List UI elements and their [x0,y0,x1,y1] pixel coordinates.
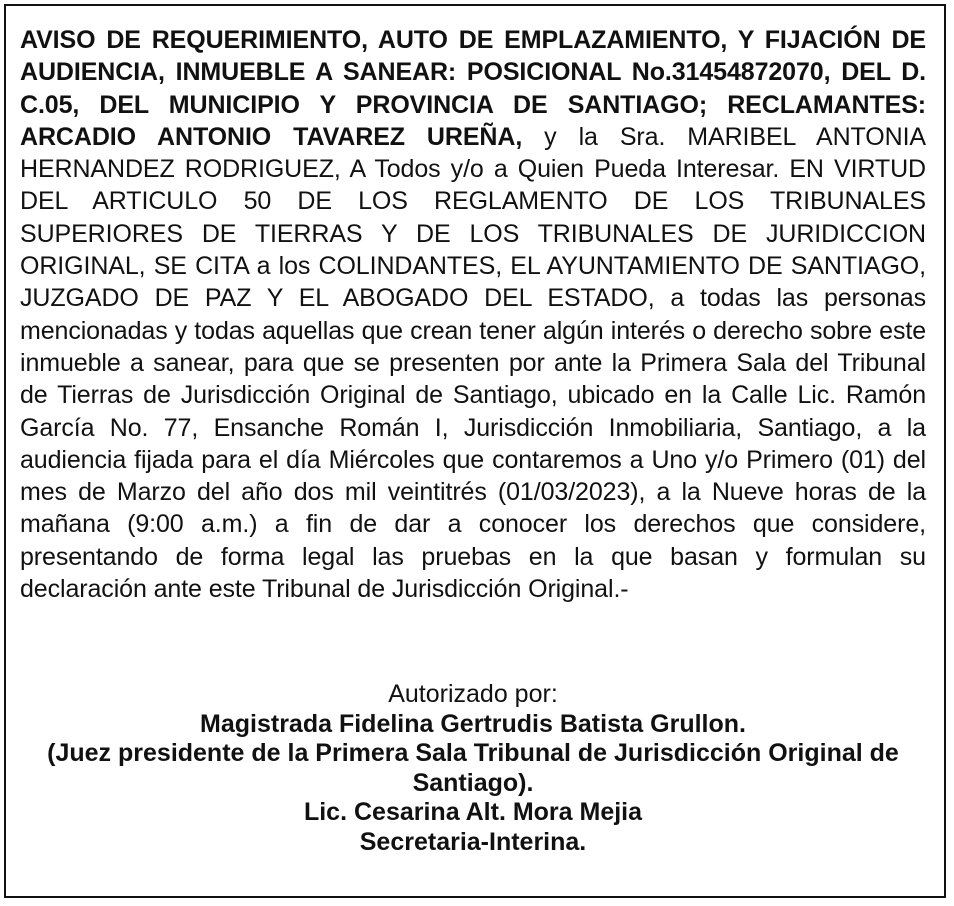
notice-body: y la Sra. MARIBEL ANTONIA HERNANDEZ RODRIGUEZ, A Todos y/o a Quien Pueda Interesar. EN VIRTUD DEL ARTICULO 50 DE LOS REGLAMENTO DE LOS TRIBUNALES SUPERIORES DE TIERRAS Y DE LOS TRIBUNALES DE JURIDICCION ORIGINAL, SE CITA a los COLINDANTES, EL AYUNTAMIENTO DE SANTIAGO, JUZGADO DE PAZ Y EL ABOGADO DEL ESTADO, a todas las personas mencionadas y todas aquellas que crean tener algún interés o derecho sobre este inmueble a sanear, para que se presenten por ante la Primera Sala del Tribunal de Tierras de Jurisdicción Original de Santiago, ubicado en la Calle Lic. Ramón García No. 77, Ensanche Román I, Jurisdicción Inmobiliaria, Santiago, a la audiencia fijada para el día Miércoles que contaremos a Uno y/o Primero (01) del mes de Marzo del año dos mil veintitrés (01/03/2023), a la Nueve horas de la mañana (9:00 a.m.) a fin de dar a conocer los derechos que considere, presentando de forma legal las pruebas en la que basan y formulan su declaración ante este Tribunal de Jurisdicción Original.- [20,122,927,604]
signature-block [20,680,926,857]
secretary-title: Secretaria-Interina. [359,827,587,856]
notice-paragraph [20,24,926,605]
notice-text [20,24,926,605]
judge-name: Magistrada Fidelina Gertrudis Batista Grullon. [200,709,746,738]
judge-title: (Juez presidente de la Primera Sala Tribunal de Jurisdicción Original de Santiago). [47,739,899,797]
authorized-by-label: Autorizado por: [388,680,558,708]
notice-heading: AVISO DE REQUERIMIENTO, AUTO DE EMPLAZAMIENTO, Y FIJACIÓN DE AUDIENCIA, INMUEBLE A SANEAR: POSICIONAL No.31454872070, DEL D. C.05, DEL MUNICIPIO Y PROVINCIA DE SANTIAGO; RECLAMANTES: ARCADIO ANTONIO TAVAREZ UREÑA, [20,26,926,151]
secretary-name: Lic. Cesarina Alt. Mora Mejia [303,798,643,826]
